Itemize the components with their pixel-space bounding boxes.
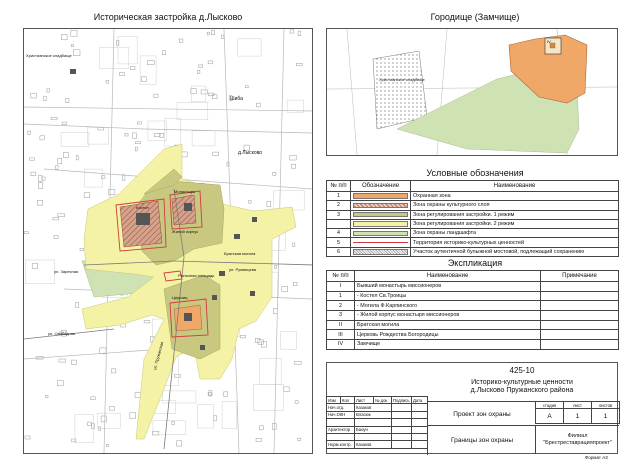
stamp-person-role [327, 433, 355, 440]
legend-swatch [353, 242, 408, 244]
legend-row [327, 238, 619, 247]
explication-table [326, 270, 619, 350]
explication-row [327, 311, 619, 321]
explication-row-name: Церковь Рождества Богородицы [355, 330, 541, 340]
legend-row-symbol [351, 210, 411, 219]
stamp-sheet-h: лист [564, 402, 592, 409]
legend-header-name: Наименование [411, 181, 619, 192]
stamp-col-doc: № док [374, 397, 392, 404]
label-st-svobodnaya: ул. Свободная [48, 331, 76, 336]
stamp-person-name [355, 419, 392, 426]
stamp-person-name: Казаков [355, 404, 392, 411]
legend-header-symbol: Обозначение [351, 181, 411, 192]
stamp-col-sign: Подпись [393, 397, 410, 403]
stamp-person-sign [392, 441, 412, 448]
stamp-person-row [327, 433, 428, 440]
legend-swatch [353, 249, 408, 255]
explication-row-name: - Костел Св.Троицы [355, 291, 541, 301]
legend-swatch [353, 203, 408, 209]
explication-row-num: II [327, 320, 355, 330]
stamp-person-role: Архитектор [327, 426, 355, 433]
stamp-person-date [412, 411, 428, 418]
label-cemetery: Христианское кладбище [26, 53, 72, 58]
legend-row-num: 3 [327, 210, 351, 219]
stamp-code: 425-10 [509, 366, 535, 375]
legend-row [327, 247, 619, 256]
stamp-person-sign [392, 404, 412, 411]
explication-row-name: - Жилой корпус монастыря миссионеров [355, 311, 541, 321]
legend-row-num: 4 [327, 229, 351, 238]
stamp-title [427, 379, 617, 395]
stamp-person-row [327, 404, 428, 411]
stamp-sheet-v: 1 [564, 409, 592, 424]
label-monastery: Монастырь [174, 189, 196, 194]
legend-row-name: Территория историко-культурных ценностей [411, 238, 619, 247]
stamp-person-role: Норм.контр. [327, 441, 355, 448]
stamp-person-date [412, 433, 428, 440]
legend-swatch [353, 221, 408, 227]
explication-row [327, 301, 619, 311]
explication-row-num: 2 [327, 301, 355, 311]
legend-row-symbol [351, 238, 411, 247]
legend-swatch [353, 193, 408, 199]
stamp-stage-h: стадия [536, 402, 564, 409]
label-square: Рыночная площадь [178, 273, 215, 278]
stamp-person-date [412, 419, 428, 426]
legend-header [327, 181, 619, 192]
legend-swatch [353, 212, 408, 218]
legend-row-num [327, 219, 351, 228]
stamp-org-line1: Филиал [567, 433, 588, 439]
legend-row-num: 5 [327, 238, 351, 247]
stamp-person-name: Казаков [355, 441, 392, 448]
stamp-col-izm: Изм [327, 397, 341, 404]
legend-row-name: Участок аутентичной булыжной мостовой, подлежащий сохранению [411, 247, 619, 256]
stamp-person-role: Нач.ОКН [327, 411, 355, 418]
main-map-title: Историческая застройка д.Лысково [93, 12, 243, 22]
stamp-col-date: Дата [412, 397, 428, 404]
label-st-pruzhanskaya: ул. Пружанская [152, 341, 165, 371]
explication-row-num: 3 [327, 311, 355, 321]
explication-row-note [541, 282, 619, 292]
legend-row-symbol [351, 247, 411, 256]
label-church: Церковь [172, 295, 188, 300]
explication-row [327, 291, 619, 301]
stamp-person-row [327, 419, 428, 426]
inset-map-frame[interactable] [326, 28, 618, 156]
stamp-sheets-v: 1 [592, 409, 620, 424]
legend-row [327, 192, 619, 201]
legend-row-name: Охранная зона [411, 192, 619, 201]
legend-row-name: Зона охраны ландшафта [411, 229, 619, 238]
stamp-person-role [327, 419, 355, 426]
stamp-person-row [327, 426, 428, 433]
explication-row-name: Замчище [355, 340, 541, 350]
stamp-col-list: Лист [355, 397, 374, 404]
stamp-person-sign [392, 411, 412, 418]
stamp-org [535, 425, 619, 454]
label-village: д.Лысково [238, 150, 263, 156]
stamp-person-sign [392, 419, 412, 426]
legend-row-symbol [351, 192, 411, 201]
label-st-zarechnaya: ул. Заречная [54, 269, 79, 274]
stamp-person-date [412, 426, 428, 433]
stamp-stage-v: А [536, 409, 564, 424]
explication-title: Экспликация [447, 258, 503, 268]
explication-row-note [541, 301, 619, 311]
legend-row-name: Зона регулирования застройки. 1 режим [411, 210, 619, 219]
stamp-sheet-name: Границы зон охраны [427, 425, 536, 455]
explication-row-note [541, 291, 619, 301]
stamp-person-row [327, 411, 428, 418]
stamp-person-name [355, 433, 392, 440]
inset-cemetery [373, 51, 427, 129]
main-map-frame[interactable] [23, 28, 313, 454]
label-brat-mogila: Братская могила [224, 251, 256, 256]
label-living: Жилой корпус [172, 229, 199, 234]
explication-row-note [541, 340, 619, 350]
legend-row-symbol [351, 219, 411, 228]
explication-row [327, 330, 619, 340]
legend-table [326, 180, 619, 257]
stamp-person-sign [392, 426, 412, 433]
explication-header-num: № п/п [327, 271, 355, 282]
stamp-stage [535, 401, 620, 424]
explication-row-name: Братская могила [355, 320, 541, 330]
stamp-title-line2: д.Лысково Пружанского района [470, 387, 574, 394]
explication-row-num: III [327, 330, 355, 340]
stamp-person-date [412, 441, 428, 448]
legend-row [327, 201, 619, 210]
explication-row [327, 282, 619, 292]
label-road-shiba: Шиба [230, 96, 243, 102]
stamp-org-line2: "Брестреставрацияпроект" [543, 440, 612, 446]
legend-row [327, 229, 619, 238]
legend-row-symbol [351, 229, 411, 238]
stamp-person-role: Нач.отд. [327, 404, 355, 411]
stamp [326, 362, 618, 454]
legend-title: Условные обозначения [426, 168, 524, 178]
stamp-col-kol: Кол [341, 397, 355, 404]
legend-row-num: 1 [327, 192, 351, 201]
stamp-sheets-h: листов [592, 402, 620, 409]
explication-row-name: - Могила Ф.Карпинского [355, 301, 541, 311]
stamp-person-name: Власюк [355, 411, 392, 418]
legend-swatch [353, 231, 408, 237]
explication-row [327, 320, 619, 330]
explication-row [327, 340, 619, 350]
legend-row-num: 6 [327, 247, 351, 256]
inset-map[interactable] [327, 29, 617, 155]
explication-row-note [541, 311, 619, 321]
inset-label-cemetery: Христианское кладбище [379, 77, 425, 82]
inset-map-title: Городище (Замчище) [430, 12, 520, 22]
legend-row-symbol [351, 201, 411, 210]
explication-row-num: I [327, 282, 355, 292]
explication-row-num: IV [327, 340, 355, 350]
legend-header-num: № п/п [327, 181, 351, 192]
stamp-project: Проект зон охраны [427, 401, 536, 426]
explication-row-name: Бывший монастырь миссионеров [355, 282, 541, 292]
label-st-rumyantseva: ул. Румянцева [229, 267, 256, 272]
main-map[interactable] [24, 29, 312, 453]
explication-row-note [541, 320, 619, 330]
stamp-person-sign [392, 433, 412, 440]
legend-row-num: 2 [327, 201, 351, 210]
explication-header-name: Наименование [355, 271, 541, 282]
stamp-person-date [412, 404, 428, 411]
legend-row-name: Зона регулирования застройки. 2 режим [411, 219, 619, 228]
stamp-person-row [327, 441, 428, 448]
explication-row-num: 1 [327, 291, 355, 301]
legend-row-name: Зона охраны культурного слоя [411, 201, 619, 210]
stamp-person-name: Баоун [355, 426, 392, 433]
stamp-title-line1: Историко-культурные ценности [471, 379, 573, 386]
explication-header [327, 271, 619, 282]
legend-row [327, 210, 619, 219]
format-label: Формат А3 [585, 455, 608, 460]
stamp-signatures [326, 396, 428, 449]
legend-row [327, 219, 619, 228]
inset-label-iv: IV [547, 39, 551, 44]
explication-row-note [541, 330, 619, 340]
label-kostel: Костел [136, 205, 149, 210]
explication-header-note: Примечание [541, 271, 619, 282]
